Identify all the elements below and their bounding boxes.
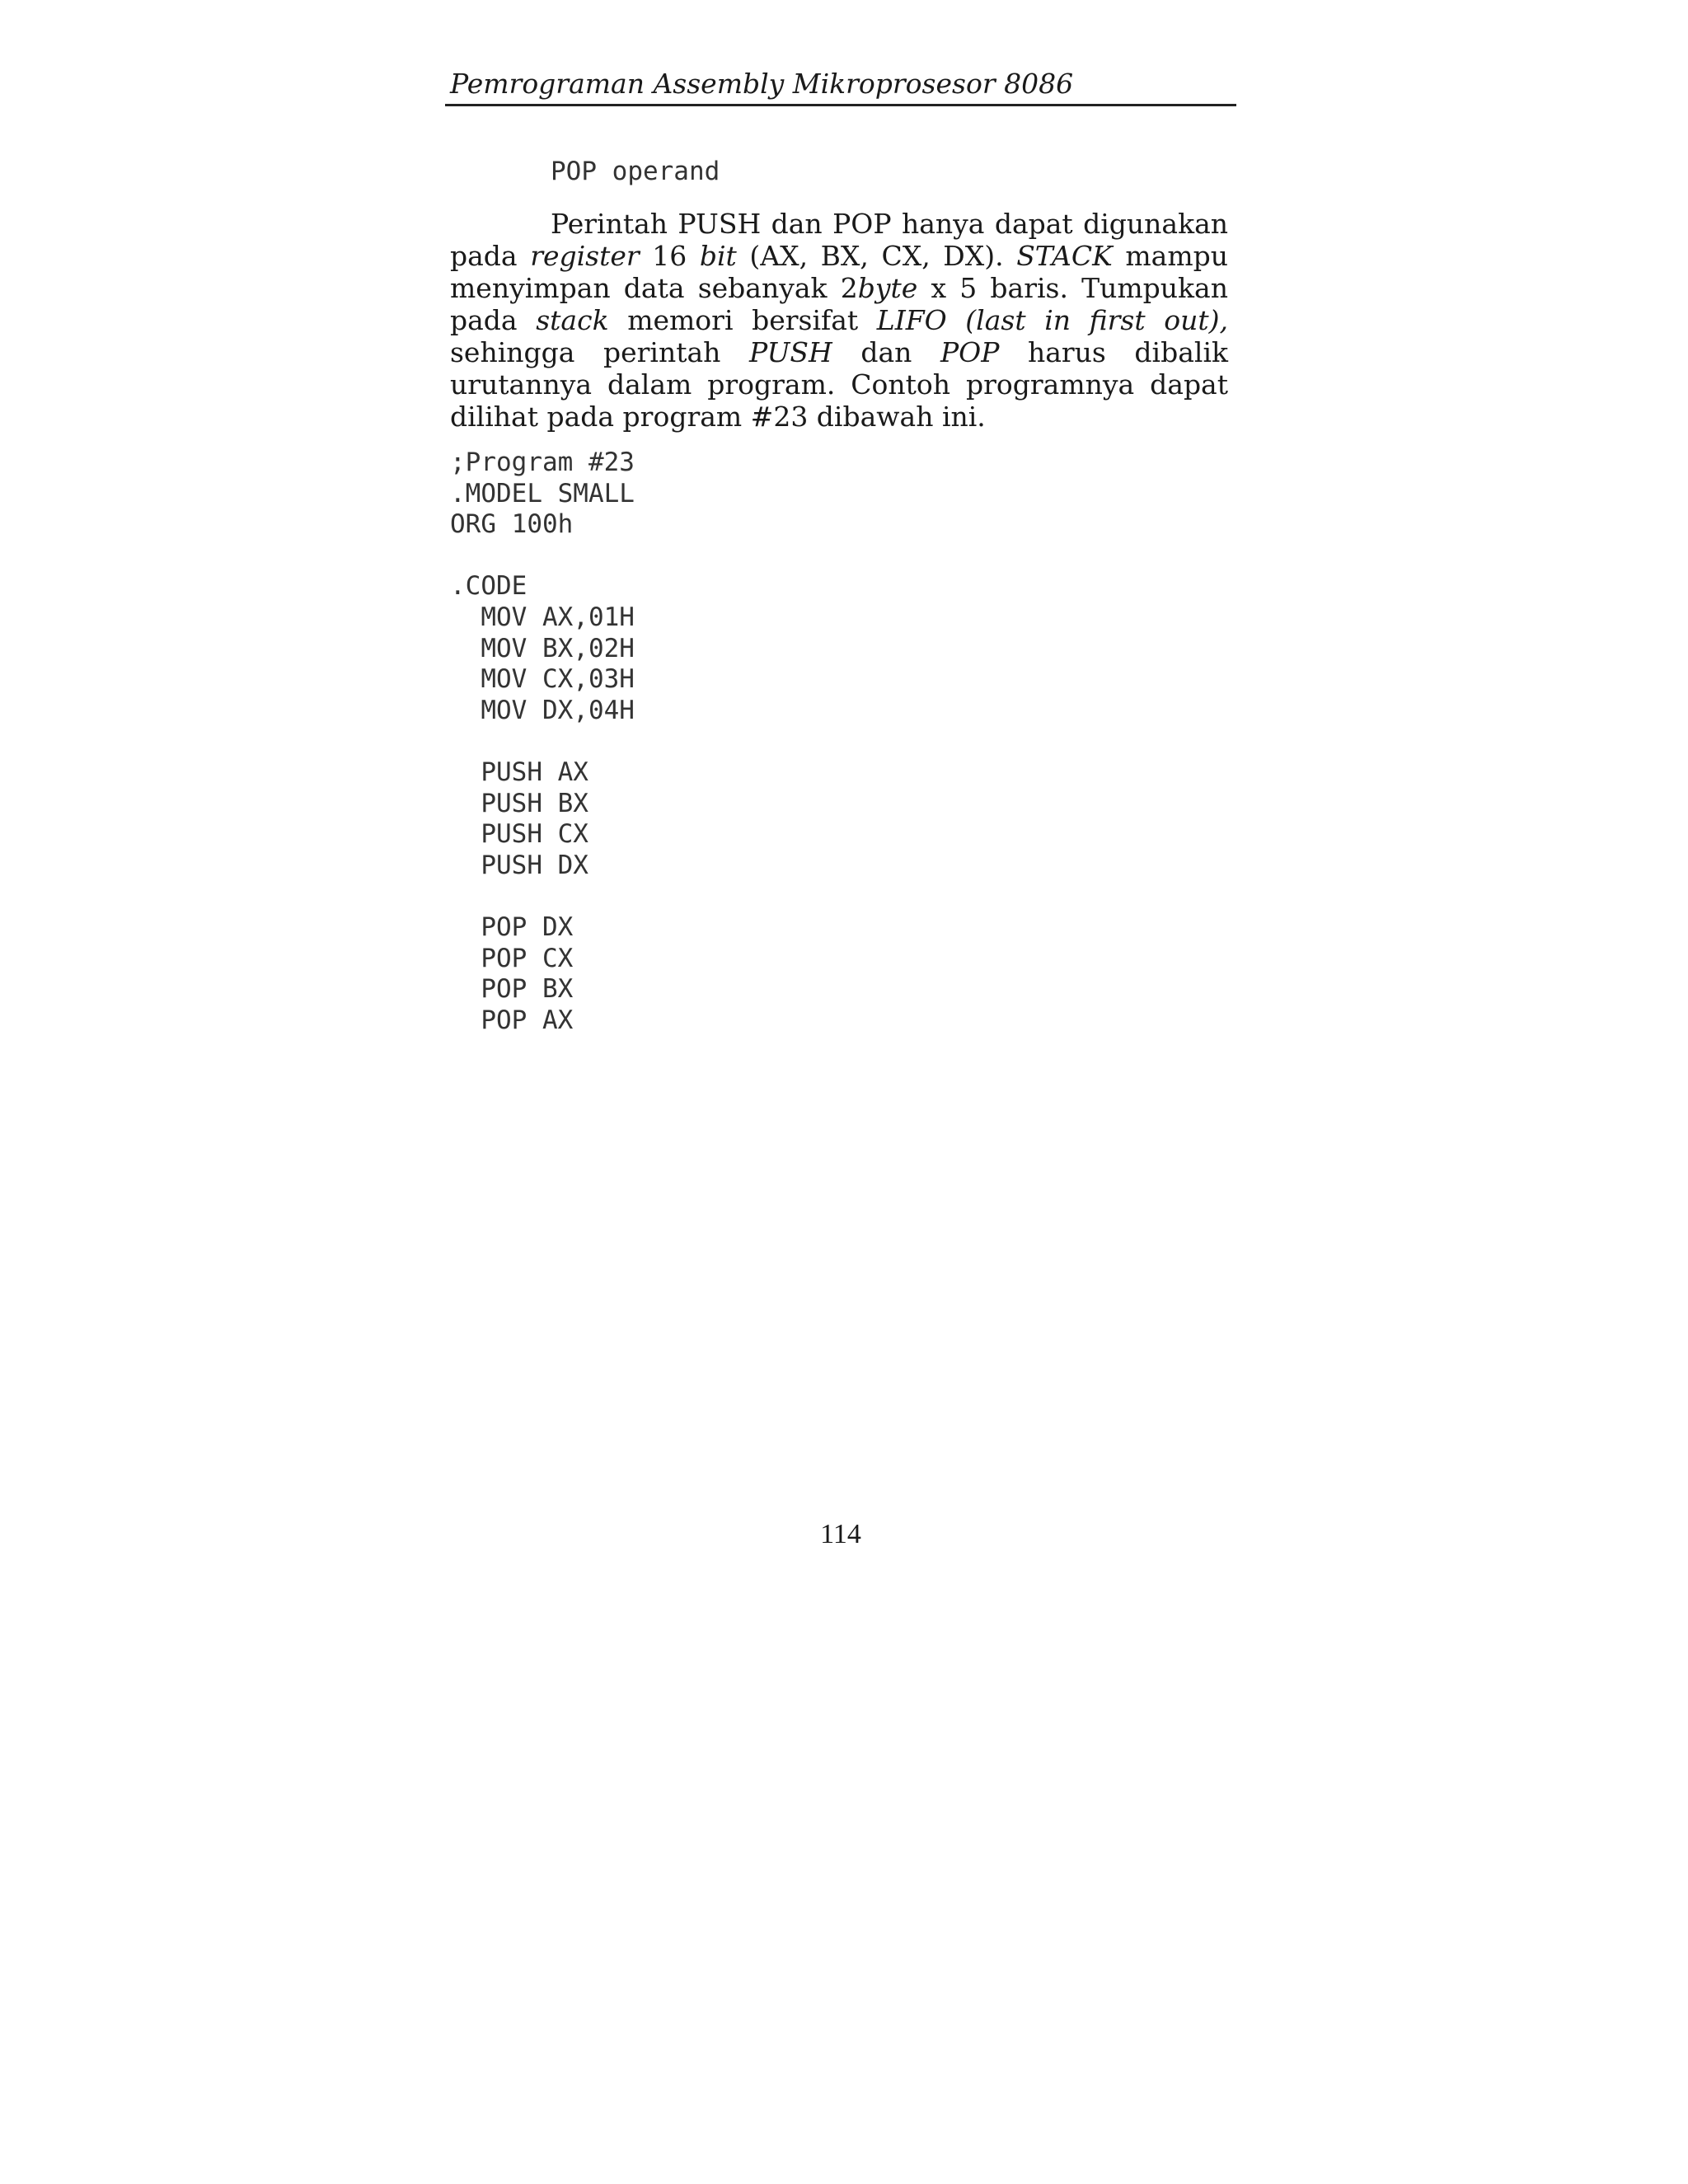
emphasis-text: bit [699, 240, 737, 272]
code-line: MOV CX,03H [450, 664, 635, 695]
code-line: MOV AX,01H [450, 602, 635, 632]
code-listing [450, 448, 635, 1036]
code-line: ORG 100h [450, 509, 574, 540]
emphasis-text: stack [536, 304, 609, 336]
emphasis-text: POP [940, 336, 1000, 368]
paragraph-text: mampu menyimpan data sebanyak 2 [450, 240, 1228, 304]
syntax-example: POP operand [551, 157, 720, 186]
emphasis-text: STACK [1016, 240, 1113, 272]
paragraph-text: dan [832, 336, 940, 368]
code-line: MOV DX,04H [450, 695, 635, 725]
code-line: PUSH CX [450, 819, 588, 850]
emphasis-text: register [530, 240, 640, 272]
code-line: .MODEL SMALL [450, 478, 635, 509]
book-page [445, 0, 1236, 2184]
paragraph-text: x 5 baris. Tumpukan pada [450, 272, 1228, 336]
code-line [450, 881, 635, 912]
code-line: PUSH BX [450, 788, 588, 818]
emphasis-text: byte [857, 272, 918, 304]
code-line [450, 726, 635, 757]
code-line: MOV BX,02H [450, 633, 635, 663]
body-paragraph [450, 208, 1228, 433]
running-header-title: Pemrograman Assembly Mikroprosesor 8086 [450, 68, 1074, 100]
paragraph-text: harus dibalik urutannya dalam program. Contoh programnya dapat dilihat pada program #23 dibawah ini. [450, 336, 1228, 433]
emphasis-text: PUSH [748, 336, 832, 368]
paragraph-text: memori bersifat [608, 304, 877, 336]
paragraph-text: (AX, BX, CX, DX). [736, 240, 1017, 272]
paragraph-text: 16 [639, 240, 700, 272]
running-header [445, 64, 1236, 106]
paragraph-text: sehingga perintah [450, 336, 749, 368]
paragraph-text: Perintah PUSH dan POP hanya dapat digunakan pada [450, 208, 1228, 272]
code-line: POP DX [450, 912, 574, 942]
code-line: POP BX [450, 974, 574, 1005]
code-line: ;Program #23 [450, 448, 635, 477]
emphasis-text: LIFO (last in first out), [876, 304, 1228, 336]
page-number: 114 [820, 1519, 861, 1549]
code-line: PUSH AX [450, 757, 588, 787]
code-line: PUSH DX [450, 850, 588, 880]
code-line: POP CX [450, 943, 574, 973]
code-line: POP AX [450, 1005, 574, 1035]
code-line [450, 541, 635, 572]
code-line: .CODE [450, 571, 528, 602]
